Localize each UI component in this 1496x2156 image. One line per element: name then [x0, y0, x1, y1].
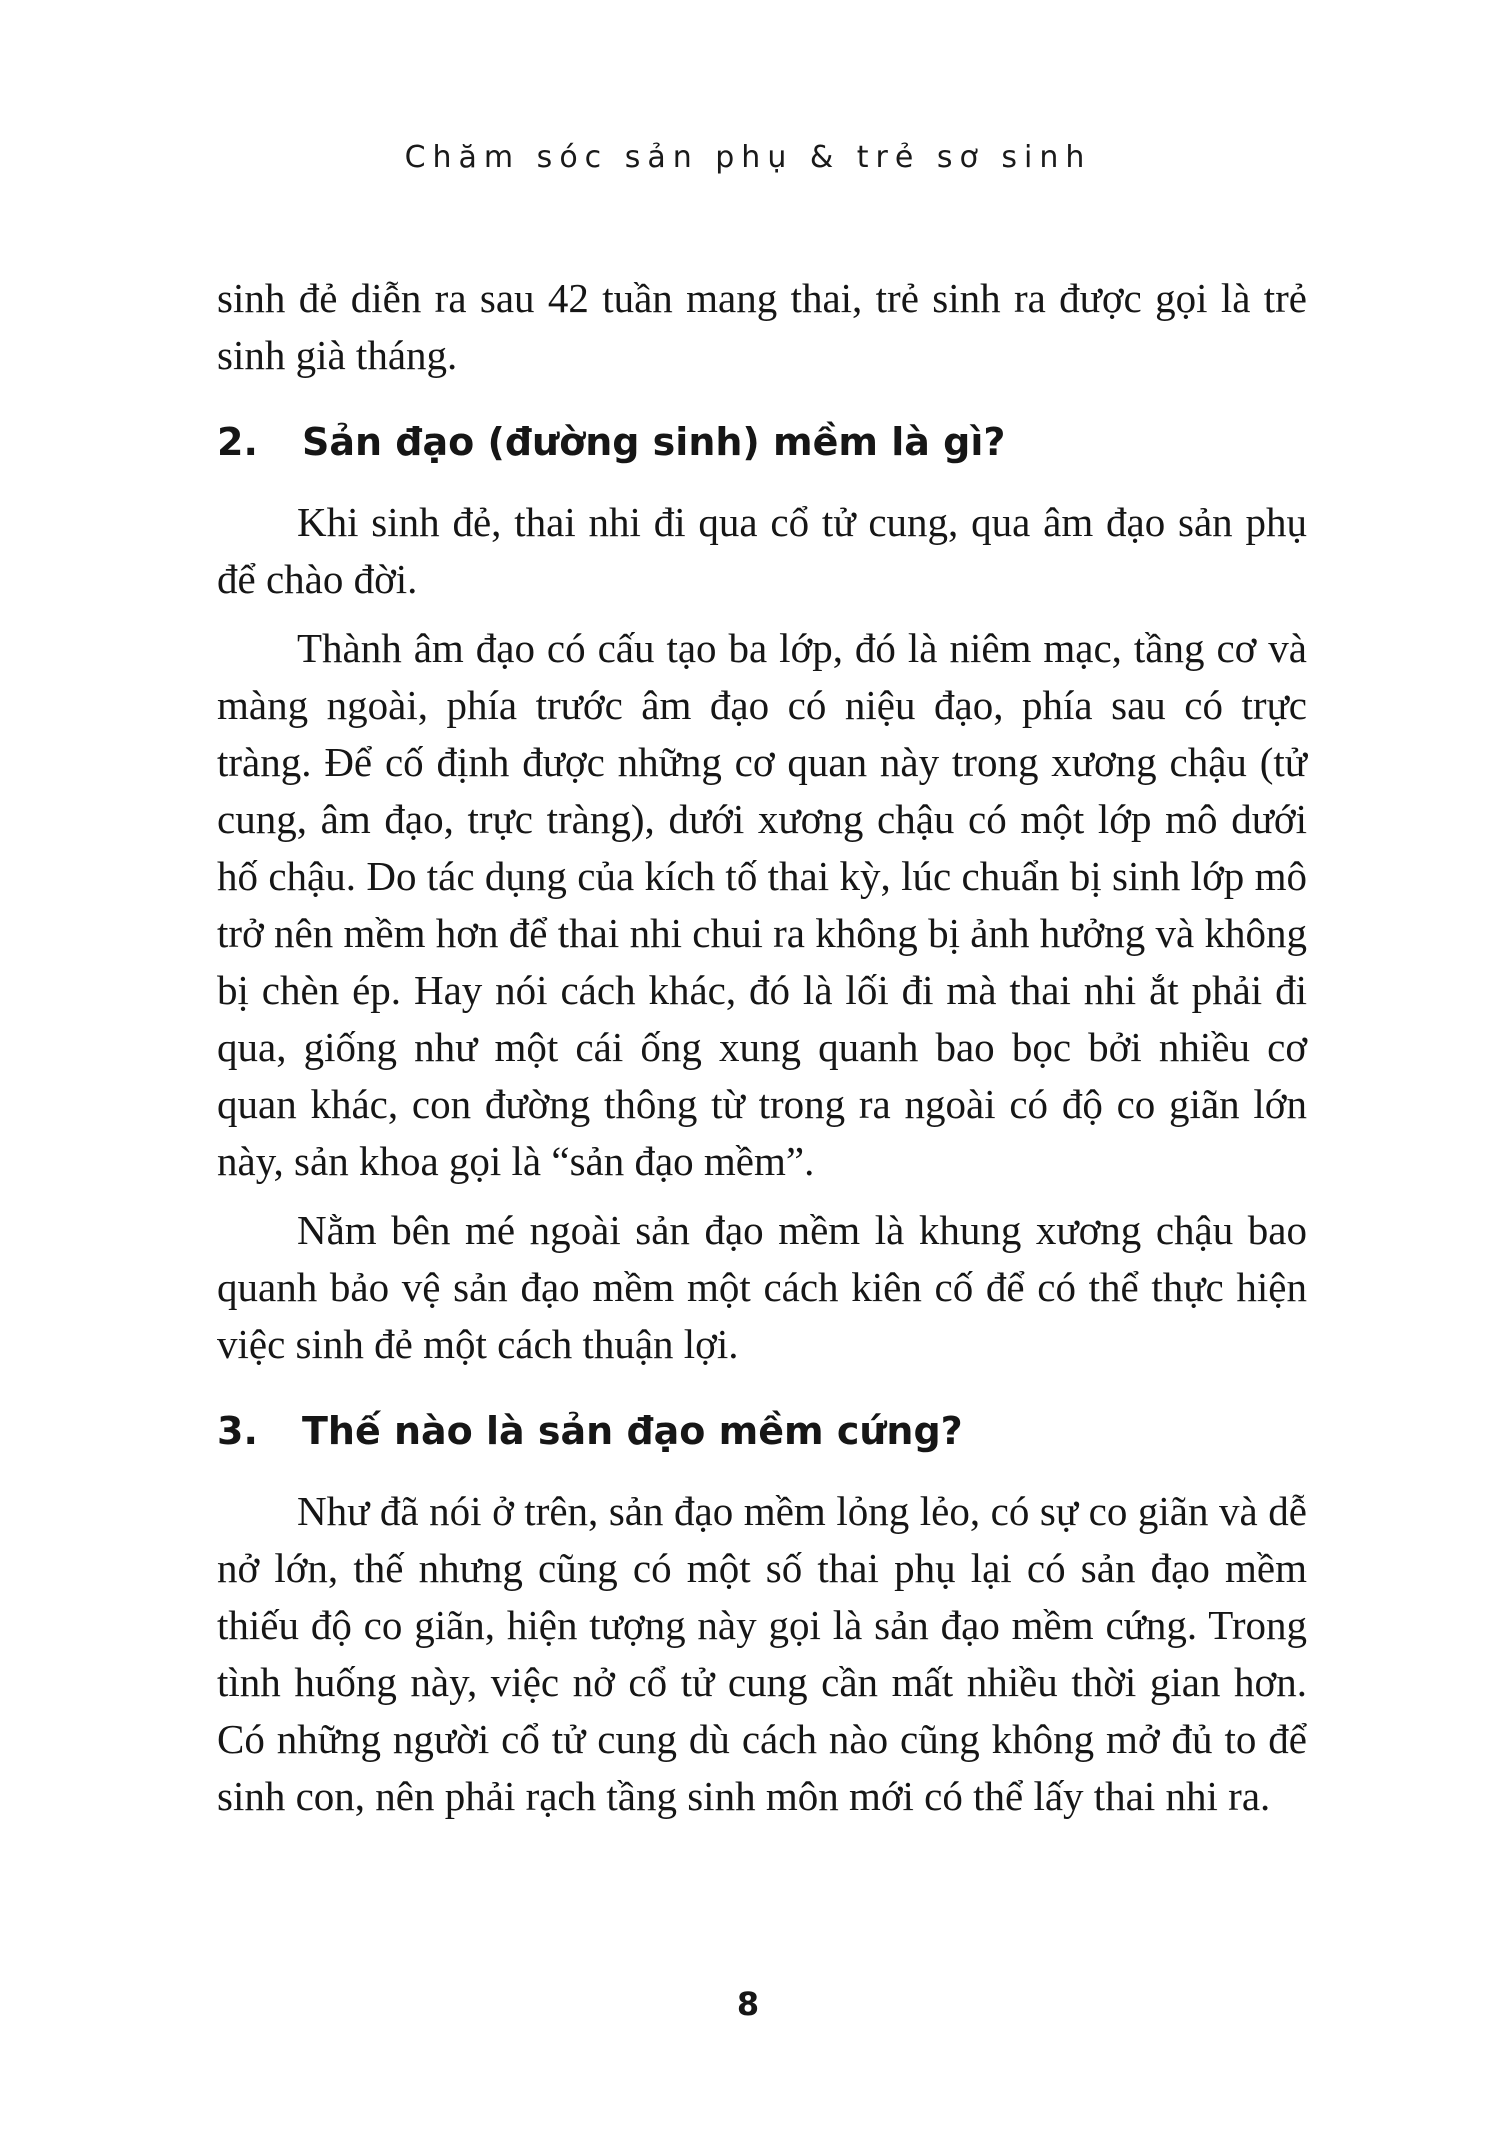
section-2-number: 2. [217, 420, 258, 464]
section-2-title: Sản đạo (đường sinh) mềm là gì? [302, 420, 1006, 464]
section-3-paragraph: Như đã nói ở trên, sản đạo mềm lỏng lẻo, có sự co giãn và dễ nở lớn, thế nhưng cũng có một số thai phụ lại có sản đạo mềm thiếu độ co giãn, hiện tượng này gọi là sản đạo mềm cứng. Trong tình huống này, việc nở cổ tử cung cần mất nhiều thời gian hơn. Có những người cổ tử cung dù cách nào cũng không mở đủ to để sinh con, nên phải rạch tầng sinh môn mới có thể lấy thai nhi ra. [217, 1488, 1307, 1819]
section-2-paragraph: Thành âm đạo có cấu tạo ba lớp, đó là niêm mạc, tầng cơ và màng ngoài, phía trước âm đạo có niệu đạo, phía sau có trực tràng. Để cố định được những cơ quan này trong xương chậu (tử cung, âm đạo, trực tràng), dưới xương chậu có một lớp mô dưới hố chậu. Do tác dụng của kích tố thai kỳ, lúc chuẩn bị sinh lớp mô trở nên mềm hơn để thai nhi chui ra không bị ảnh hưởng và không bị chèn ép. Hay nói cách khác, đó là lối đi mà thai nhi ắt phải đi qua, giống như một cái ống xung quanh bao bọc bởi nhiều cơ quan khác, con đường thông từ trong ra ngoài có độ co giãn lớn này, sản khoa gọi là “sản đạo mềm”. [217, 625, 1307, 1184]
section-2-paragraph: Nằm bên mé ngoài sản đạo mềm là khung xương chậu bao quanh bảo vệ sản đạo mềm một cách kiên cố để có thể thực hiện việc sinh đẻ một cách thuận lợi. [217, 1207, 1307, 1367]
section-3-heading [217, 1403, 1307, 1459]
section-3-number: 3. [217, 1409, 258, 1453]
section-2-paragraph: Khi sinh đẻ, thai nhi đi qua cổ tử cung, qua âm đạo sản phụ để chào đời. [217, 499, 1307, 602]
page-number: 8 [736, 1985, 760, 2023]
section-2-heading [217, 414, 1307, 470]
intro-paragraph: sinh đẻ diễn ra sau 42 tuần mang thai, trẻ sinh ra được gọi là trẻ sinh già tháng. [217, 275, 1307, 378]
page-content [217, 270, 1307, 1837]
running-header: Chăm sóc sản phụ & trẻ sơ sinh [404, 140, 1092, 175]
section-3-title: Thế nào là sản đạo mềm cứng? [302, 1409, 963, 1453]
